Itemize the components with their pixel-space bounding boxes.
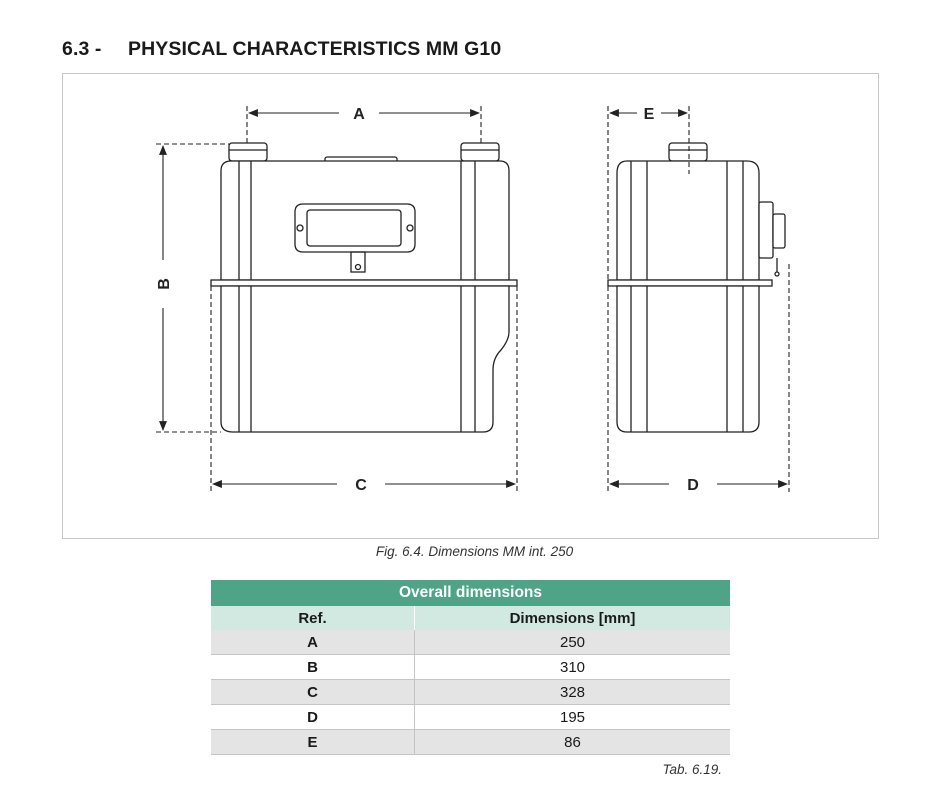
row-ref: D (211, 705, 415, 730)
dim-label-e: E (643, 106, 655, 123)
front-view (211, 143, 517, 432)
figure-caption: Fig. 6.4. Dimensions MM int. 250 (375, 544, 574, 559)
table-row (211, 655, 730, 680)
table-row (211, 630, 730, 655)
side-view (608, 143, 785, 432)
row-ref: B (211, 655, 415, 680)
section-title: PHYSICAL CHARACTERISTICS MM G10 (128, 38, 502, 60)
table-row (211, 680, 730, 705)
meter-drawing (63, 74, 880, 540)
dim-label-a: A (353, 106, 365, 123)
dim-label-c: C (355, 477, 367, 494)
row-value: 328 (415, 680, 731, 705)
row-ref: C (211, 680, 415, 705)
column-header-ref: Ref. (211, 606, 415, 630)
dimensions-table (211, 580, 730, 755)
table-note: Tab. 6.19. (662, 762, 722, 777)
row-value: 86 (415, 730, 731, 755)
column-header-dimensions: Dimensions [mm] (415, 606, 731, 630)
table-title: Overall dimensions (211, 580, 730, 606)
row-ref: A (211, 630, 415, 655)
section-heading (62, 38, 501, 61)
table-row (211, 730, 730, 755)
table-row (211, 705, 730, 730)
row-value: 310 (415, 655, 731, 680)
dimension-figure (62, 73, 879, 539)
row-value: 195 (415, 705, 731, 730)
row-ref: E (211, 730, 415, 755)
section-number: 6.3 - (62, 38, 102, 60)
row-value: 250 (415, 630, 731, 655)
dim-label-d: D (687, 477, 699, 494)
dim-label-b: B (156, 278, 173, 290)
